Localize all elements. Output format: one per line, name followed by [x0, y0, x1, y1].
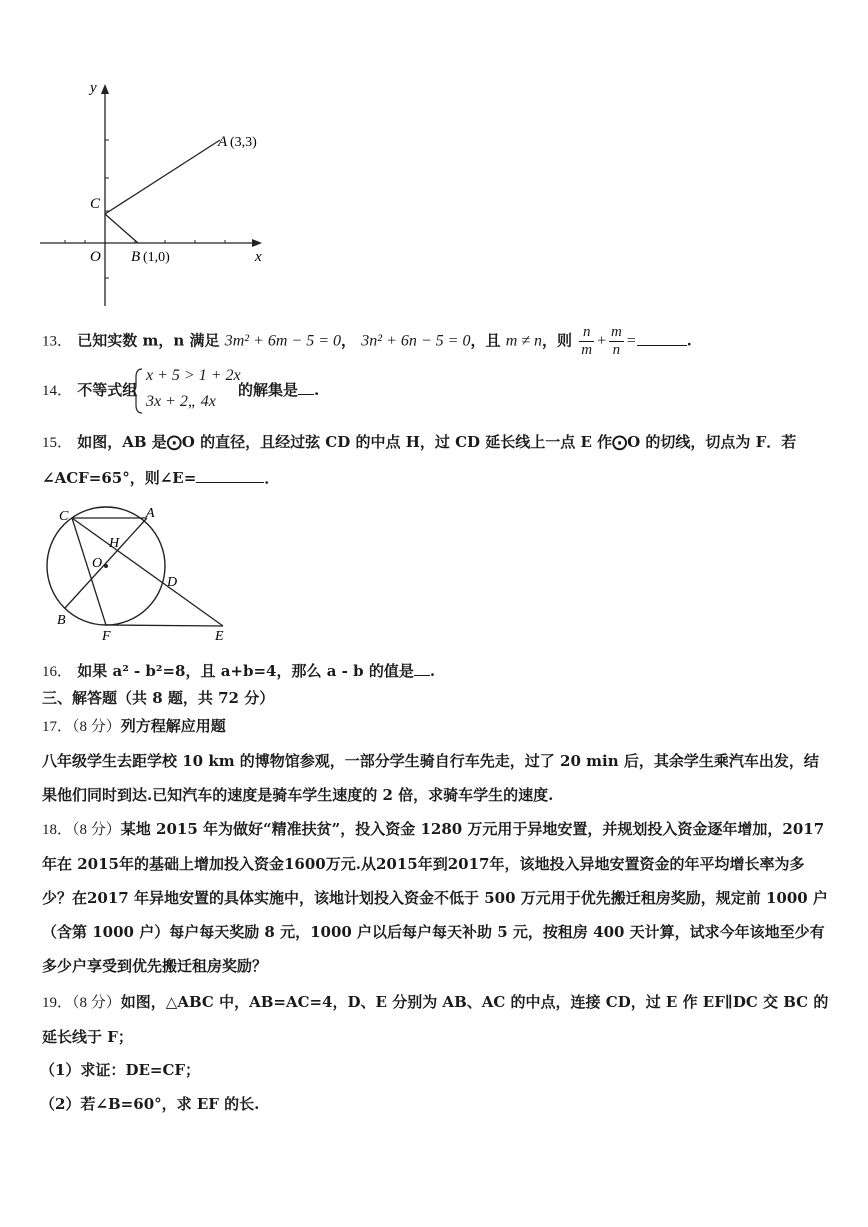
- question-body: 某地 2015 年为做好“精准扶贫”，投入资金 1280 万元用于异地安置，并规划投入资金逐年增加，2017 年在 2015年的基础上增加投入资金1600万元.从2015年到2017年，该地投入异地安置资金的年平均增长率为多少？在2017 年异地安置的具体实施中，该地计划投入资金不低于 500 万元用于优先搬迁租房奖励，规定前 1000 户（含第 1000 户）每户每天奖励 8 元，1000 户以后每户每天补助 5 元，按租房 400 天计算，试求今年该地至少有多少户享受到优先搬迁租房奖励？: [42, 820, 828, 975]
- question-number: 15．: [42, 435, 73, 451]
- question-15: [42, 432, 796, 453]
- point-a-coords: (3,3): [230, 135, 257, 150]
- question-16: 16． 如果 a² - b²=8，且 a+b=4，那么 a - b 的值是 .: [42, 662, 436, 680]
- label-c: C: [59, 509, 69, 524]
- fraction-m-over-n: $\frac{m}{n}$: [610, 324, 622, 358]
- answer-blank: [637, 331, 687, 346]
- question-score: （8 分）: [72, 719, 121, 735]
- label-o: O: [92, 556, 103, 571]
- label-f: F: [102, 629, 111, 644]
- segment-cb: [105, 214, 138, 243]
- x-axis-arrow: [252, 239, 262, 247]
- question-15-line-2: ∠ACF=65°，则∠E= ．: [42, 469, 280, 487]
- equation-n: 3n² + 6n − 5 = 0: [361, 332, 471, 350]
- question-17-body: 八年级学生去距学校 10 km 的博物馆参观，一部分学生骑自行车先走，过了 20 min 后，其余学生乘汽车出发，结果他们同时到达.已知汽车的速度是骑车学生速度的 2 倍，求骑车学生的速度.: [42, 752, 819, 804]
- point-c-label: C: [90, 196, 101, 212]
- question-13: 13． 已知实数 m，n 满足 3m² + 6m − 5 = 0， 3n² + 6n − 5 = 0，且 m ≠ n，则 $\frac{n}{m}$ + $\frac{m}{n}$ = .: [42, 324, 692, 358]
- label-a: A: [146, 506, 155, 521]
- inequality-row-2: 3x + 2„ 4x: [146, 393, 216, 410]
- question-number: 18．: [42, 822, 73, 838]
- question-title: 列方程解应用题: [120, 717, 226, 735]
- question-text: 已知实数 m，n 满足: [77, 331, 220, 350]
- label-h: H: [109, 536, 120, 551]
- fraction-n-over-m: $\frac{n}{m}$: [581, 324, 593, 358]
- equation-m: 3m² + 6m − 5 = 0: [224, 332, 342, 350]
- question-number: 14．: [42, 383, 73, 399]
- question-14: [42, 380, 137, 401]
- question-body: 如图，△ABC 中，AB=AC=4，D、E 分别为 AB、AC 的中点，连接 CD，过 E 作 EF∥DC 交 BC 的延长线于 F；: [42, 993, 829, 1046]
- point-b-coords: (1,0): [143, 250, 170, 265]
- question-text: 不等式组: [77, 381, 138, 399]
- point-b-label: B: [131, 249, 141, 265]
- line-ce: [72, 518, 223, 626]
- question-text: 如图，AB 是⨀O 的直径，且经过弦 CD 的中点 H，过 CD 延长线上一点 E 作⨀O 的切线，切点为 F．若: [77, 433, 797, 451]
- section-heading: 三、解答题（共 8 题，共 72 分）: [42, 689, 275, 707]
- brace-icon: [132, 367, 144, 415]
- question-number: 17．: [42, 719, 73, 735]
- answer-blank: [414, 661, 430, 676]
- question-score: （8 分）: [72, 822, 121, 838]
- origin-label: O: [90, 249, 101, 265]
- question-score: （8 分）: [72, 995, 121, 1011]
- question-number: 16．: [42, 664, 73, 680]
- inequality-row-1: x + 5 > 1 + 2x: [146, 367, 241, 384]
- condition: m ≠ n: [505, 332, 543, 350]
- label-d: D: [167, 575, 178, 590]
- tangent-fe: [106, 625, 223, 626]
- question-17: [42, 716, 226, 737]
- point-a-label: A: [218, 134, 228, 150]
- x-axis-label: x: [255, 249, 262, 265]
- label-e: E: [215, 629, 224, 644]
- label-b: B: [57, 613, 66, 628]
- question-text: 如果 a² - b²=8，且 a+b=4，那么 a - b 的值是: [77, 662, 414, 680]
- y-axis-arrow: [101, 84, 109, 94]
- y-axis-label: y: [90, 80, 97, 96]
- question-18: [42, 812, 832, 983]
- chord-cf: [72, 518, 106, 625]
- answer-blank: [298, 380, 314, 395]
- inequality-system: [132, 367, 242, 415]
- segment-ca: [105, 140, 220, 214]
- answer-blank: [196, 468, 264, 483]
- center-dot: [104, 564, 108, 568]
- question-number: 13．: [42, 333, 73, 350]
- coordinate-figure: [30, 78, 280, 313]
- question-number: 19．: [42, 995, 73, 1011]
- circle-figure: [40, 500, 240, 645]
- question-19-part-1: （1）求证：DE=CF；: [40, 1061, 201, 1079]
- question-19-part-2: （2）若∠B=60°，求 EF 的长.: [40, 1095, 260, 1113]
- question-14-tail: 的解集是 .: [238, 381, 320, 399]
- question-19: [42, 985, 832, 1054]
